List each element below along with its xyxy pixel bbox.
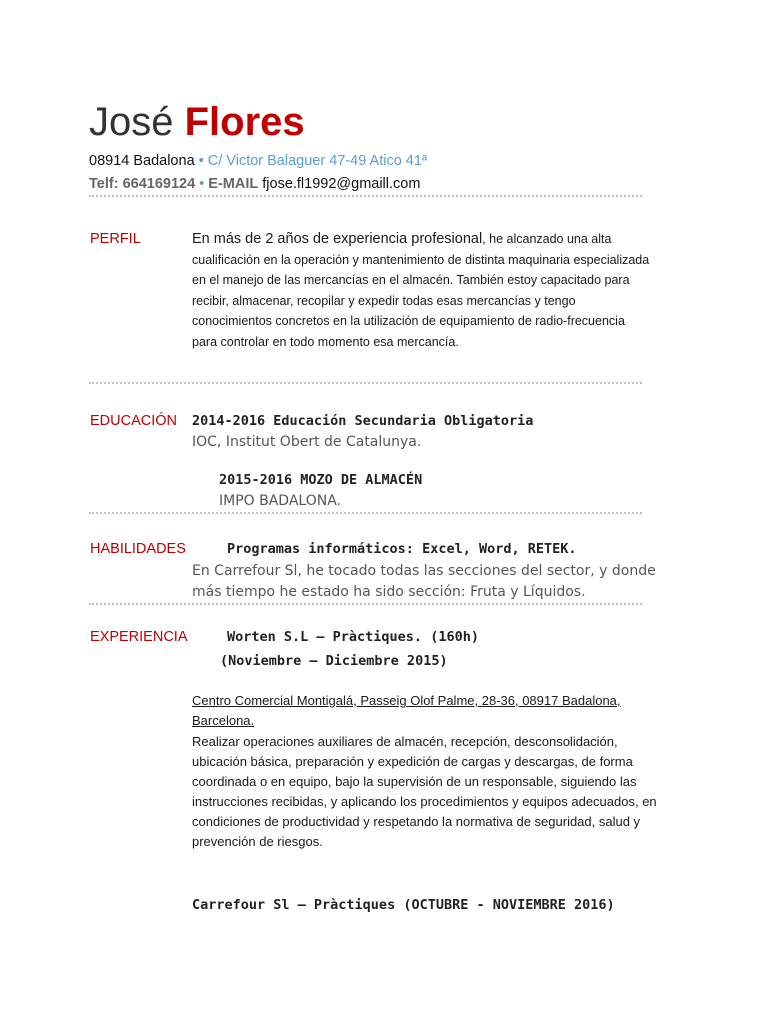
first-name: José [89, 100, 174, 144]
education-institution: IOC, Institut Obert de Catalunya. [192, 434, 422, 450]
section-divider [89, 382, 642, 384]
section-label-perfil: PERFIL [90, 231, 141, 247]
phone-label: Telf: [89, 176, 119, 192]
job-dates: (Noviembre – Diciembre 2015) [220, 653, 448, 669]
job-title: Carrefour Sl – Pràctiques (OCTUBRE - NOVIEMBRE 2016) [192, 897, 615, 913]
candidate-name [89, 98, 305, 146]
job-address: Centro Comercial Montigalá, Passeig Olof Palme, 28-36, 08917 Badalona, Barcelona. [192, 693, 621, 728]
section-label-habilidades: HABILIDADES [90, 541, 186, 557]
last-name: Flores [184, 100, 305, 144]
separator-dot: • [199, 176, 205, 192]
section-label-experiencia: EXPERIENCIA [90, 629, 188, 645]
section-divider [89, 512, 642, 514]
education-title: 2014-2016 Educación Secundaria Obligatoria [192, 413, 534, 429]
perfil-text [192, 229, 652, 352]
education-title: 2015-2016 MOZO DE ALMACÉN [219, 472, 423, 488]
education-institution: IMPO BADALONA. [219, 493, 341, 509]
perfil-lead: En más de 2 años de experiencia profesional [192, 231, 483, 247]
contact-line-phone-email [89, 174, 420, 194]
email-address[interactable]: fjose.fl1992@gmaill.com [262, 176, 421, 192]
section-divider [89, 603, 642, 605]
separator-dot: • [198, 153, 204, 169]
phone-number: 664169124 [122, 176, 196, 192]
city-text: 08914 Badalona [89, 153, 195, 169]
email-label: E-MAIL [208, 176, 259, 192]
job-title: Worten S.L – Pràctiques. (160h) [227, 629, 479, 645]
contact-line-address [89, 151, 427, 171]
address-text: C/ Victor Balaguer 47-49 Atico 41ª [207, 153, 428, 169]
job-description: Realizar operaciones auxiliares de almacén, recepción, desconsolidación, ubicación básica, preparación y expedición de cargas y descargas, de forma coordinada o en equipo, bajo la supervisión de un responsable, siguiendo las instrucciones recibidas, y aplicando los procedimientos y equipos adecuados, en condiciones de productividad y respetando la normativa de seguridad, salud y prevención de riesgos. [192, 734, 657, 849]
skills-text: En Carrefour Sl, he tocado todas las secciones del sector, y donde más tiempo he estado ha sido sección: Fruta y Líquidos. [192, 563, 656, 600]
section-label-educacion: EDUCACIÓN [90, 413, 178, 429]
skills-title: Programas informáticos: Excel, Word, RETEK. [227, 541, 577, 557]
perfil-body: , he alcanzado una alta cualificación en la operación y mantenimiento de distinta maquinaria especializada en el manejo de las mercancías en el almacén. También estoy capacitado para recibir, almacenar, recopilar y expedir todas esas mercancías y tengo conocimientos concretos en la utilización de equipamiento de radio-frecuencia para controlar en todo momento esa mercancía. [192, 232, 650, 349]
section-divider [89, 195, 642, 197]
